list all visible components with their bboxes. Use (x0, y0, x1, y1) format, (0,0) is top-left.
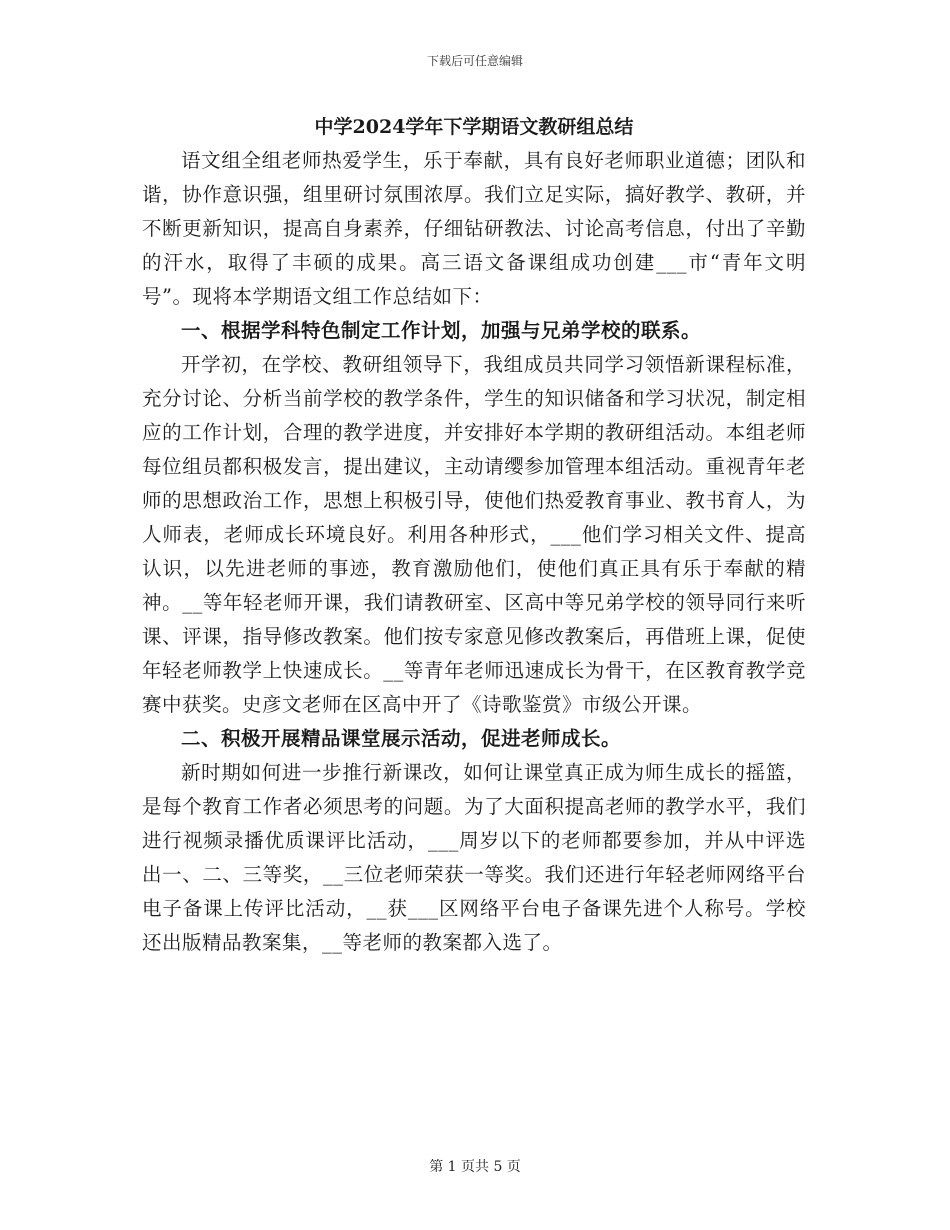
document-body (142, 110, 806, 960)
section-heading-2: 二、积极开展精品课堂展示活动，促进老师成长。 (181, 727, 622, 750)
intro-paragraph: 语文组全组老师热爱学生，乐于奉献，具有良好老师职业道德；团队和谐，协作意识强，组里研讨氛围浓厚。我们立足实际，搞好教学、教研，并不断更新知识，提高自身素养，仔细钻研教法、讨论高考信息，付出了辛勤的汗水，取得了丰硕的成果。高三语文备课组成功创建___市“青年文明号”。现将本学期语文组工作总结如下： (142, 149, 806, 308)
section-heading-1: 一、根据学科特色制定工作计划，加强与兄弟学校的联系。 (181, 319, 702, 342)
section-body-1: 开学初，在学校、教研组领导下，我组成员共同学习领悟新课程标准，充分讨论、分析当前学校的教学条件，学生的知识储备和学习状况，制定相应的工作计划，合理的教学进度，并安排好本学期的教研组活动。本组老师每位组员都积极发言，提出建议，主动请缨参加管理本组活动。重视青年老师的思想政治工作，思想上积极引导，使他们热爱教育事业、教书育人，为人师表，老师成长环境良好。利用各种形式，___他们学习相关文件、提高认识，以先进老师的事迹，教育激励他们，使他们真正具有乐于奉献的精神。__等年轻老师开课，我们请教研室、区高中等兄弟学校的领导同行来听课、评课，指导修改教案。他们按专家意见修改教案后，再借班上课，促使年轻老师教学上快速成长。__等青年老师迅速成长为骨干，在区教育教学竞赛中获奖。史彦文老师在区高中开了《诗歌鉴赏》市级公开课。 (142, 353, 806, 716)
header-note: 下载后可任意编辑 (426, 54, 523, 68)
page-footer: 第 1 页共 5 页 (429, 1159, 521, 1175)
document-title: 中学2024学年下学期语文教研组总结 (314, 116, 634, 138)
section-body-2: 新时期如何进一步推行新课改，如何让课堂真正成为师生成长的摇篮，是每个教育工作者必须思考的问题。为了大面积提高老师的教学水平，我们进行视频录播优质课评比活动，___周岁以下的老师都要参加，并从中评选出一、二、三等奖，__三位老师荣获一等奖。我们还进行年轻老师网络平台电子备课上传评比活动，__获___区网络平台电子备课先进个人称号。学校还出版精品教案集，__等老师的教案都入选了。 (142, 761, 806, 954)
